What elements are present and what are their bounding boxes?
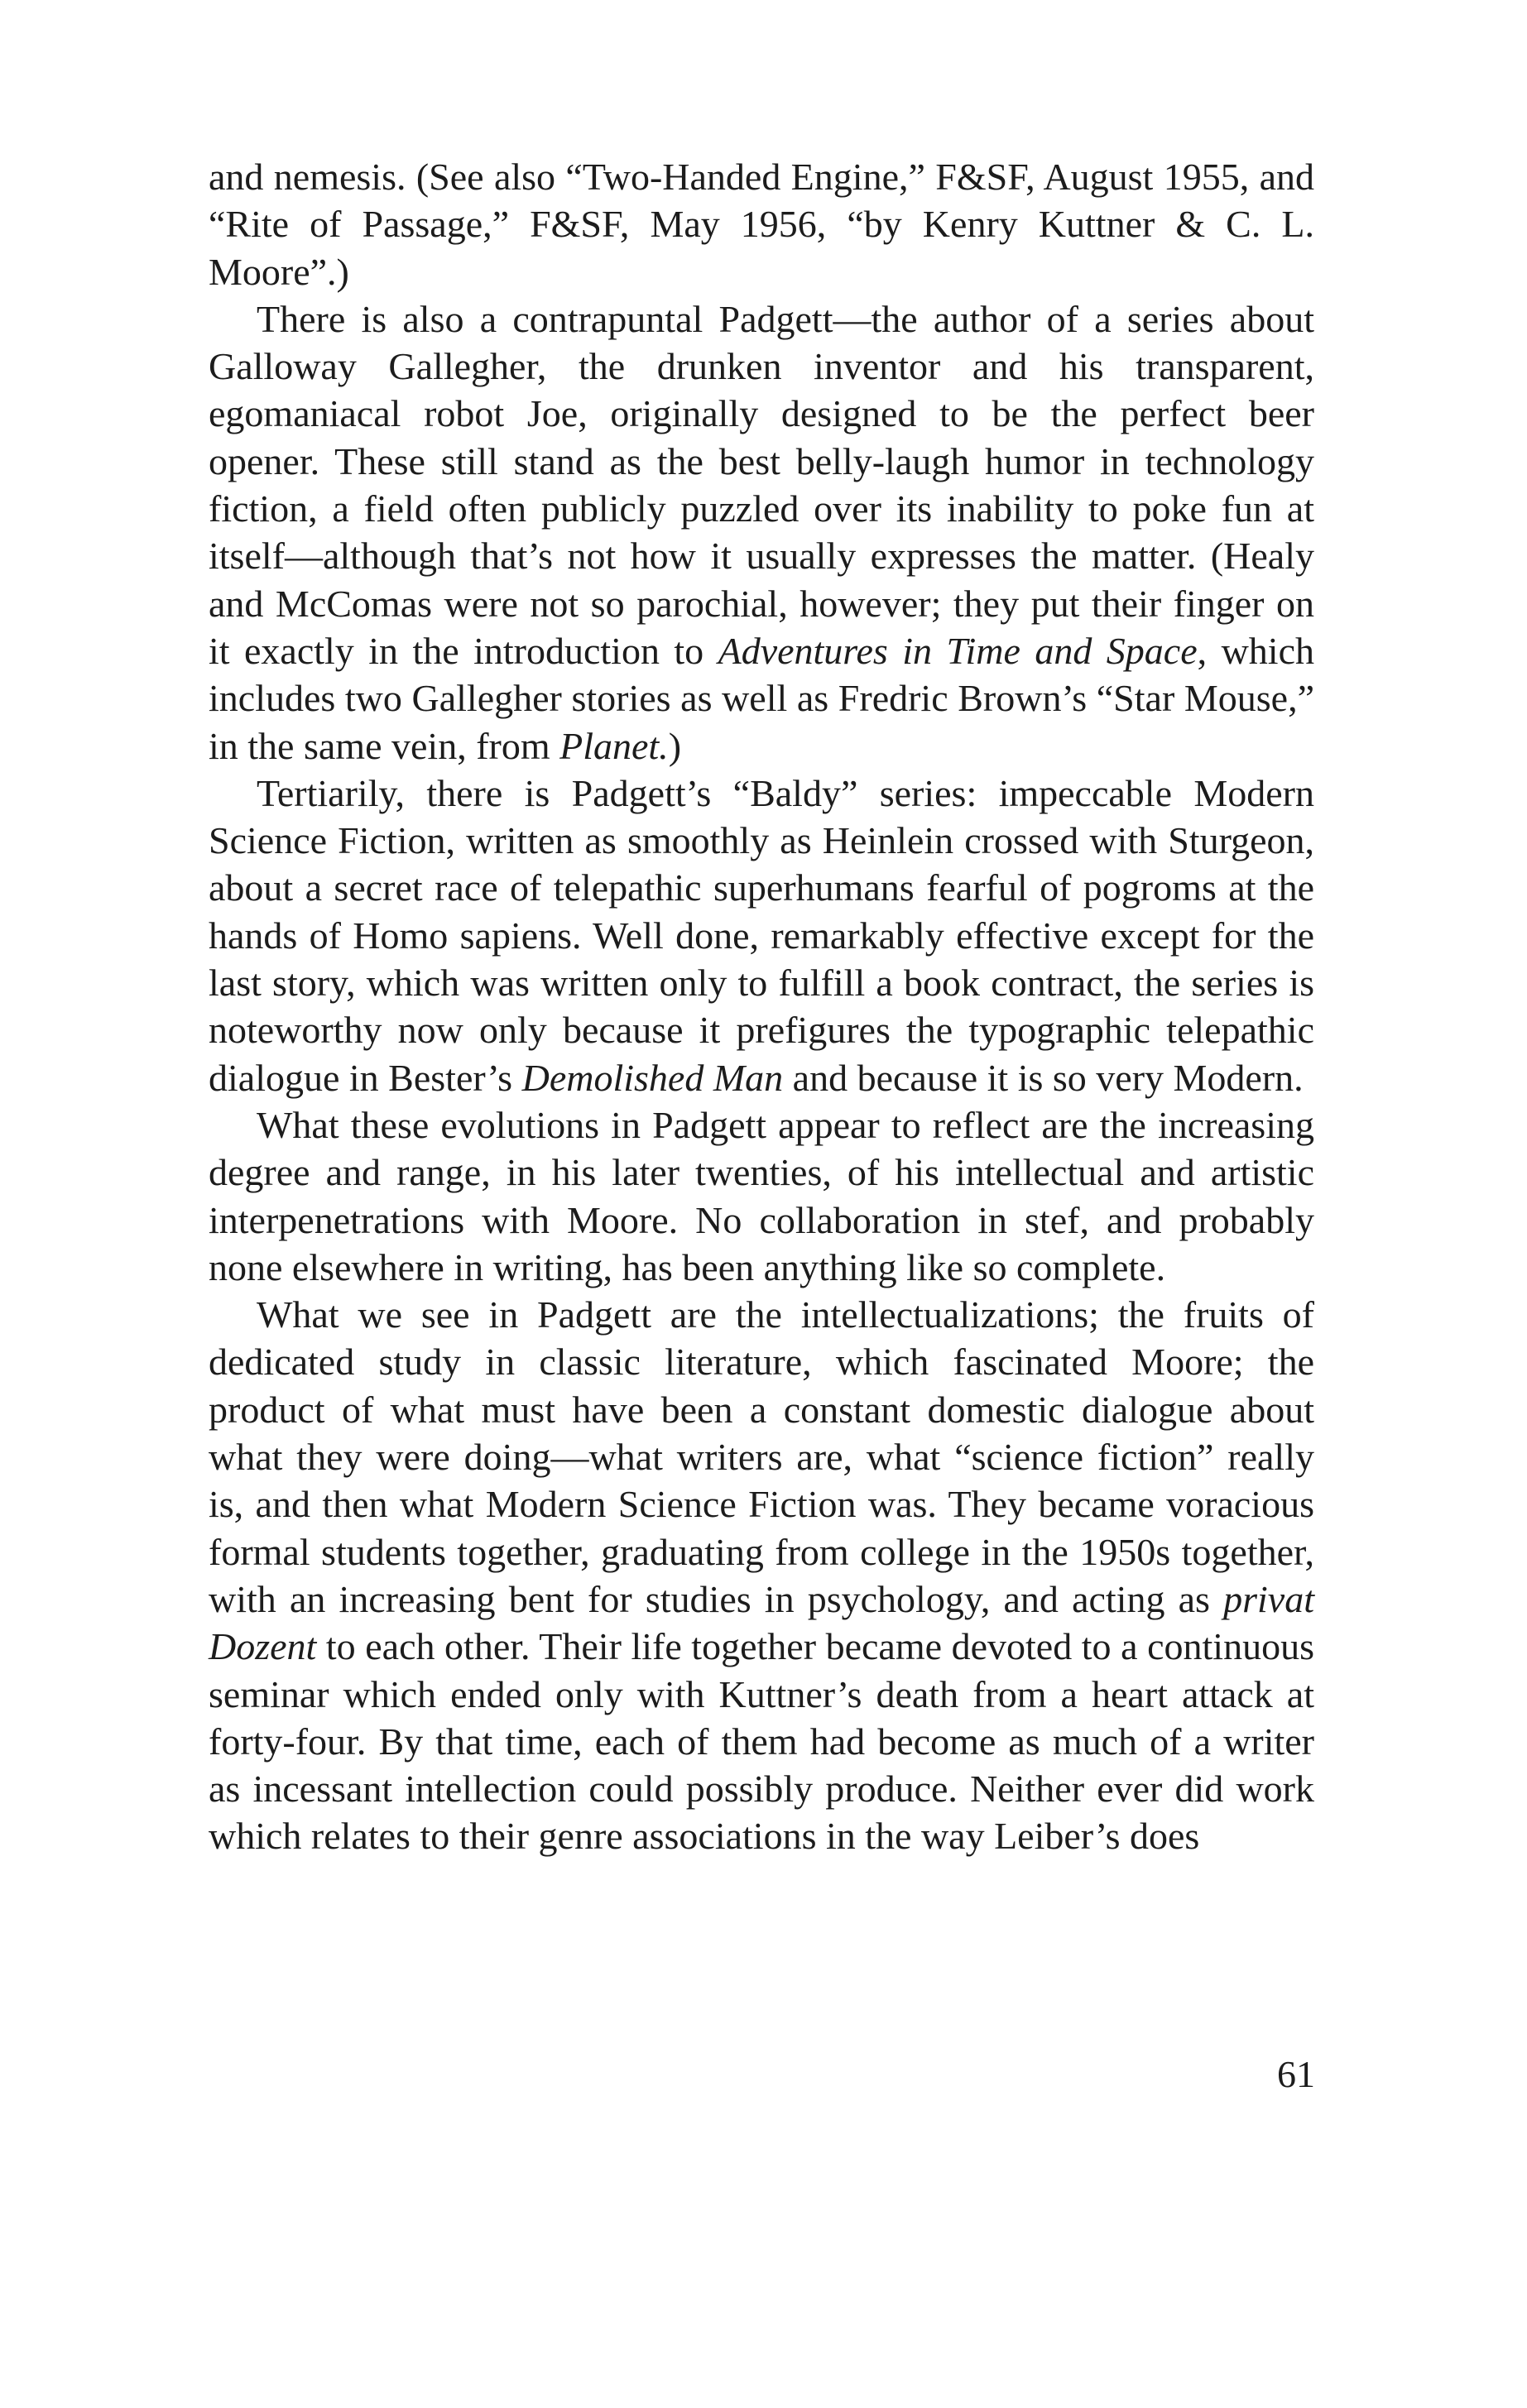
text-run: What we see in Padgett are the intellectualizations; the fruits of dedicated study in classic literature, which fascinated Moore; the product of what must have been a constant domestic dialogue about what they were doing—what writers are, what “science fiction” really is, and then what Modern Science Fiction was. They became voracious formal students together, graduating from college in the 1950s together, with an increasing bent for studies in psychology, and acting as: [209, 1293, 1314, 1620]
magazine-title-planet: Planet.: [559, 724, 669, 767]
paragraph-3: [209, 770, 1314, 1101]
text-run: Tertiarily, there is Padgett’s “Baldy” series: impeccable Modern Science Fiction, written as smoothly as Heinlein crossed with Sturgeon, about a secret race of telepathic superhumans fearful of pogroms at the hands of Homo sapiens. Well done, remarkably effective except for the last story, which was written only to fulfill a book contract, the series is noteworthy now only because it prefigures the typographic telepathic dialogue in Bester’s: [209, 771, 1314, 1099]
text-run: to each other. Their life together became devoted to a continuous seminar which ended only with Kuttner’s death from a heart attack at forty-four. By that time, each of them had become as much of a writer as incessant intellection could possibly produce. Neither ever did work which relates to their genre associations in the way Leiber’s does: [209, 1625, 1314, 1858]
text-run: and nemesis. (See also “Two-Handed Engine,” F&SF, August 1955, and “Rite of Passage,” F&SF, May 1956, “by Kenry Kuttner & C. L. Moore”.): [209, 156, 1314, 293]
text-run: There is also a contrapuntal Padgett—the author of a series about Galloway Gallegher, the drunken inventor and his transparent, egomaniacal robot Joe, originally designed to be the perfect beer opener. These still stand as the best belly-laugh humor in technology fiction, a field often publicly puzzled over its inability to poke fun at itself—although that’s not how it usually expresses the matter. (Healy and McComas were not so parochial, however; they put their finger on it exactly in the introduction to: [209, 297, 1314, 672]
paragraph-5: [209, 1291, 1314, 1860]
paragraph-1: [209, 153, 1314, 295]
page-text-block: [209, 153, 1314, 1860]
term-privat-dozent: privat Dozent: [209, 1577, 1314, 1668]
book-title-demolished-man: Demolished Man: [521, 1056, 784, 1099]
text-run: What these evolutions in Padgett appear to reflect are the increasing degree and range, in his later twenties, of his intellectual and artistic interpenetrations with Moore. No collaboration in stef, and probably none elsewhere in writing, has been anything like so complete.: [209, 1103, 1314, 1288]
page-number: 61: [1277, 2053, 1315, 2095]
text-run: , which includes two Gallegher stories as well as Fredric Brown’s “Star Mouse,” in the same vein, from: [209, 629, 1314, 767]
book-title-adventures-in-time-and-space: Adventures in Time and Space: [718, 629, 1198, 672]
paragraph-2: [209, 295, 1314, 770]
text-run: ): [668, 724, 682, 767]
text-run: and because it is so very Modern.: [783, 1056, 1304, 1099]
paragraph-4: [209, 1101, 1314, 1291]
